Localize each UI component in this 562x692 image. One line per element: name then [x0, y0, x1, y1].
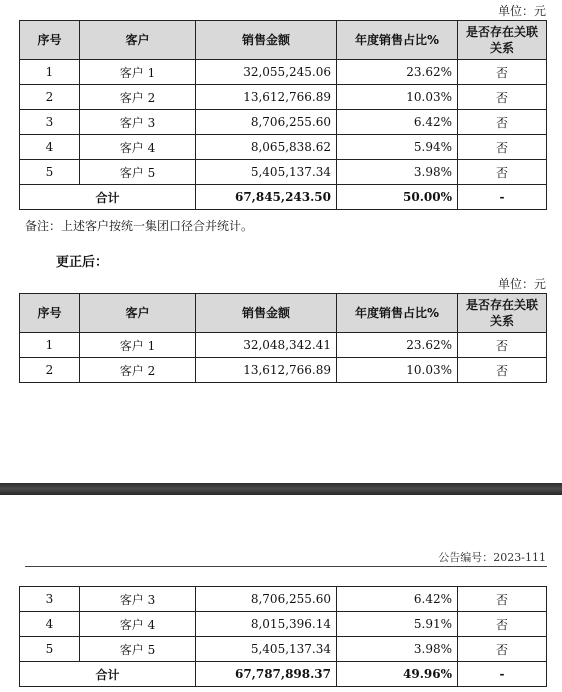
- table-row: [20, 637, 547, 662]
- cell-amount: 32,048,342.41: [196, 333, 337, 358]
- cell-customer: 客户 3: [80, 587, 196, 612]
- table-header-row: [20, 21, 547, 60]
- cell-no: 3: [20, 110, 80, 135]
- table-row: [20, 60, 547, 85]
- table-row: [20, 333, 547, 358]
- cell-customer: 客户 1: [80, 333, 196, 358]
- table-row: [20, 358, 547, 383]
- page-divider: [0, 483, 562, 495]
- cell-customer: 客户 4: [80, 135, 196, 160]
- table-row: [20, 612, 547, 637]
- cell-customer: 客户 3: [80, 110, 196, 135]
- cell-amount: 5,405,137.34: [196, 160, 337, 185]
- total-amount: 67,845,243.50: [196, 185, 337, 210]
- cell-related: 否: [458, 160, 547, 185]
- cell-amount: 8,706,255.60: [196, 587, 337, 612]
- cell-ratio: 10.03%: [337, 358, 458, 383]
- header-related: 是否存在关联关系: [458, 294, 547, 333]
- sales-table-before: [19, 20, 547, 210]
- cell-amount: 8,065,838.62: [196, 135, 337, 160]
- cell-related: 否: [458, 587, 547, 612]
- cell-no: 1: [20, 333, 80, 358]
- total-label: 合计: [20, 662, 196, 687]
- cell-ratio: 6.42%: [337, 587, 458, 612]
- cell-no: 5: [20, 637, 80, 662]
- table-row: [20, 135, 547, 160]
- cell-amount: 13,612,766.89: [196, 85, 337, 110]
- cell-related: 否: [458, 358, 547, 383]
- cell-customer: 客户 2: [80, 85, 196, 110]
- announcement-number: 公告编号：2023-111: [438, 551, 546, 564]
- cell-ratio: 3.98%: [337, 637, 458, 662]
- cell-related: 否: [458, 135, 547, 160]
- total-amount: 67,787,898.37: [196, 662, 337, 687]
- cell-customer: 客户 1: [80, 60, 196, 85]
- cell-amount: 8,015,396.14: [196, 612, 337, 637]
- cell-amount: 8,706,255.60: [196, 110, 337, 135]
- cell-ratio: 3.98%: [337, 160, 458, 185]
- cell-amount: 32,055,245.06: [196, 60, 337, 85]
- cell-ratio: 23.62%: [337, 60, 458, 85]
- cell-customer: 客户 4: [80, 612, 196, 637]
- table-row: [20, 160, 547, 185]
- unit-label-2: 单位：元: [497, 277, 546, 291]
- header-no: 序号: [20, 21, 80, 60]
- header-customer: 客户: [80, 294, 196, 333]
- cell-amount: 13,612,766.89: [196, 358, 337, 383]
- table-row: [20, 85, 547, 110]
- cell-ratio: 5.91%: [337, 612, 458, 637]
- header-related: 是否存在关联关系: [458, 21, 547, 60]
- cell-ratio: 6.42%: [337, 110, 458, 135]
- total-row: [20, 662, 547, 687]
- table-row: [20, 587, 547, 612]
- total-related: -: [458, 185, 547, 210]
- cell-no: 1: [20, 60, 80, 85]
- cell-ratio: 10.03%: [337, 85, 458, 110]
- cell-related: 否: [458, 612, 547, 637]
- total-label: 合计: [20, 185, 196, 210]
- unit-label-1: 单位：元: [497, 4, 546, 18]
- cell-no: 5: [20, 160, 80, 185]
- cell-no: 4: [20, 612, 80, 637]
- cell-amount: 5,405,137.34: [196, 637, 337, 662]
- header-ratio: 年度销售占比%: [337, 21, 458, 60]
- cell-no: 2: [20, 358, 80, 383]
- total-ratio: 50.00%: [337, 185, 458, 210]
- cell-related: 否: [458, 85, 547, 110]
- table-note: 备注：上述客户按统一集团口径合并统计。: [25, 219, 254, 233]
- header-ratio: 年度销售占比%: [337, 294, 458, 333]
- cell-customer: 客户 2: [80, 358, 196, 383]
- total-related: -: [458, 662, 547, 687]
- cell-related: 否: [458, 60, 547, 85]
- cell-ratio: 5.94%: [337, 135, 458, 160]
- header-customer: 客户: [80, 21, 196, 60]
- cell-customer: 客户 5: [80, 160, 196, 185]
- cell-related: 否: [458, 110, 547, 135]
- header-amount: 销售金额: [196, 294, 337, 333]
- header-amount: 销售金额: [196, 21, 337, 60]
- header-rule: [25, 566, 547, 567]
- cell-customer: 客户 5: [80, 637, 196, 662]
- cell-ratio: 23.62%: [337, 333, 458, 358]
- cell-no: 3: [20, 587, 80, 612]
- cell-related: 否: [458, 637, 547, 662]
- total-row: [20, 185, 547, 210]
- sales-table-after-part2: [19, 586, 547, 687]
- total-ratio: 49.96%: [337, 662, 458, 687]
- section-heading-corrected: 更正后：: [56, 255, 109, 270]
- sales-table-after-part1: [19, 293, 547, 383]
- cell-related: 否: [458, 333, 547, 358]
- table-row: [20, 110, 547, 135]
- table-header-row: [20, 294, 547, 333]
- cell-no: 4: [20, 135, 80, 160]
- cell-no: 2: [20, 85, 80, 110]
- header-no: 序号: [20, 294, 80, 333]
